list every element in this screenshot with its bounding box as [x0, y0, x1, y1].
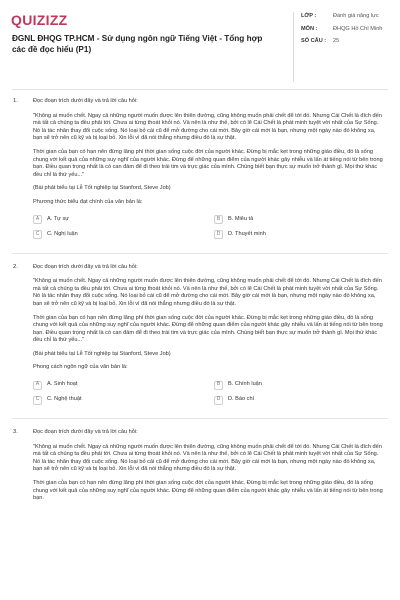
question-1: [0, 98, 400, 254]
answer-option-c[interactable]: [33, 395, 214, 405]
option-letter-box: D: [214, 230, 223, 239]
quizizz-logo: QUIZIZZ: [11, 12, 68, 28]
question-list: [0, 98, 400, 509]
passage-paragraph: "Không ai muốn chết. Ngay cả những người muốn được lên thiên đường, cũng không muốn phải chết để tới đó. Nhưng Cái Chết là đích đến mà tất cả chúng ta đều phải tới. Chưa ai từng thoát khỏi nó. Và nên là như thế, bởi có lẽ Cái Chết là phát minh tuyệt vời nhất của Sự Sống. Nó là tác nhân thay đổi cuộc sống. Nó loại bỏ cái cũ để mở đường cho cái mới. Bây giờ cái mới là bạn, nhưng một ngày nào đó không xa, bạn sẽ trở nên cũ kỹ và bị loại bỏ. Xin lỗi vì đã nói thẳng nhưng điều đó là sự thật.: [33, 278, 382, 307]
option-letter-box: A: [33, 381, 42, 390]
meta-count-value: 25: [333, 38, 340, 44]
passage-source: (Bài phát biểu tại Lễ Tốt nghiệp tại Stanford, Steve Job): [33, 350, 171, 357]
meta-count-key: SỐ CÂU :: [301, 38, 327, 44]
question-number: 1.: [13, 98, 18, 104]
page-title: ĐGNL ĐHQG TP.HCM - Sử dụng ngôn ngữ Tiếng Việt - Tổng hợp các đề đọc hiểu (P1): [12, 34, 263, 54]
passage-source: (Bài phát biểu tại Lễ Tốt nghiệp tại Stanford, Steve Job): [33, 185, 171, 192]
meta-class-key: LỚP :: [301, 13, 317, 19]
reading-passage: [33, 278, 386, 345]
option-letter-box: C: [33, 230, 42, 239]
meta-class-value: Đánh giá năng lực: [333, 13, 379, 19]
answer-option-a[interactable]: [33, 215, 214, 225]
reading-passage: [33, 113, 386, 180]
answer-options: [33, 215, 386, 240]
answer-option-c[interactable]: [33, 230, 214, 240]
option-text: C. Nghệ thuật: [47, 396, 82, 403]
question-number: 3.: [13, 429, 18, 436]
question-divider: [12, 418, 388, 419]
meta-subject-key: MÔN :: [301, 25, 318, 32]
passage-paragraph: "Không ai muốn chết. Ngay cả những người muốn được lên thiên đường, cũng không muốn phải chết để tới đó. Nhưng Cái Chết là đích đến mà tất cả chúng ta đều phải tới. Chưa ai từng thoát khỏi nó. Và nên là như thế, bởi có lẽ Cái Chết là phát minh tuyệt vời nhất của Sự Sống. Nó là tác nhân thay đổi cuộc sống. Nó loại bỏ cái cũ để mở đường cho cái mới. Bây giờ cái mới là bạn, nhưng một ngày nào đó không xa, bạn sẽ trở nên cũ kỹ và bị loại bỏ. Xin lỗi vì đã nói thẳng nhưng điều đó là sự thật.: [33, 112, 382, 142]
passage-paragraph: Thời gian của bạn có hạn nên đừng lãng phí thời gian sống cuộc đời của người khác. Đừng bị mắc kẹt trong những giáo điều, đó là sống chung với kết quả của những suy nghĩ của người khác. Đừng để những quan điểm của người khác gây nhiễu và lấn át tiếng nói từ bên trong bạn. Điều quan trọng nhất là có can đảm để đi theo trái tim và trực giác của mình. Chúng biết bạn thực sự muốn trở thành gì. Mọi thứ khác đều chỉ là thứ yếu...": [33, 148, 383, 178]
option-text: A. Sinh hoạt: [47, 381, 78, 388]
option-text: B. Chính luận: [228, 381, 262, 388]
question-stem: Phong cách ngôn ngữ của văn bản là:: [33, 364, 128, 371]
option-letter-box: B: [214, 215, 223, 224]
option-text: C. Nghị luận: [47, 230, 78, 237]
question-divider: [12, 253, 388, 254]
answer-option-a[interactable]: [33, 380, 214, 390]
meta-subject-row: [301, 26, 393, 34]
answer-option-d[interactable]: [214, 230, 395, 240]
question-prompt: Đọc đoạn trích dưới đây và trả lời câu hỏi:: [33, 263, 138, 270]
option-text: D. Thuyết minh: [228, 230, 266, 237]
passage-paragraph: "Không ai muốn chết. Ngay cả những người muốn được lên thiên đường, cũng không muốn phải chết để tới đó. Nhưng Cái Chết là đích đến mà tất cả chúng ta đều phải tới. Chưa ai từng thoát khỏi nó. Và nên là như thế, bởi có lẽ Cái Chết là phát minh tuyệt vời nhất của Sự Sống. Nó là tác nhân thay đổi cuộc sống. Nó loại bỏ cái cũ để mở đường cho cái mới. Bây giờ cái mới là bạn, nhưng một ngày nào đó không xa, bạn sẽ trở nên cũ kỹ và bị loại bỏ. Xin lỗi vì đã nói thẳng nhưng điều đó là sự thật.: [33, 443, 382, 473]
question-prompt: Đọc đoạn trích dưới đây và trả lời câu hỏi:: [33, 98, 138, 104]
option-letter-box: C: [33, 396, 42, 405]
worksheet-meta: [301, 13, 393, 51]
option-letter-box: B: [214, 381, 223, 390]
option-letter-box: D: [214, 396, 223, 405]
answer-option-d[interactable]: [214, 395, 395, 405]
passage-paragraph: Thời gian của bạn có hạn nên đừng lãng phí thời gian sống cuộc đời của người khác. Đừng bị mắc kẹt trong những giáo điều, đó là sống chung với kết quả của những suy nghĩ của người khác. Đừng để những quan điểm của người khác gây nhiễu và lấn át tiếng nói từ bên trong bạn. Điều quan trọng nhất là có can đảm để đi theo trái tim và trực giác của mình. Chúng biết bạn thực sự muốn trở thành gì. Mọi thứ khác đều chỉ là thứ yếu...": [33, 314, 383, 344]
option-text: A. Tự sự: [47, 215, 69, 222]
answer-option-b[interactable]: [214, 380, 395, 390]
option-text: B. Miêu tả: [228, 215, 254, 222]
question-3: [0, 429, 400, 503]
option-letter-box: A: [33, 215, 42, 224]
option-text: D. Báo chí: [228, 396, 255, 403]
answer-options: [33, 380, 386, 405]
answer-option-b[interactable]: [214, 215, 395, 225]
question-2: [0, 264, 400, 420]
meta-class-row: [301, 13, 393, 21]
meta-subject-value: ĐHQG Hồ Chí Minh: [333, 25, 383, 32]
meta-count-row: [301, 38, 393, 46]
reading-passage: [33, 444, 386, 503]
question-number: 2.: [13, 263, 18, 270]
question-stem: Phương thức biểu đạt chính của văn bản là:: [33, 198, 143, 205]
passage-paragraph: Thời gian của bạn có hạn nên đừng lãng phí thời gian sống cuộc đời của người khác. Đừng bị mắc kẹt trong những giáo điều, đó là sống chung với kết quả của những suy nghĩ của người khác. Đừng để những quan điểm của người khác gây nhiễu và lấn át tiếng nói từ bên trong bạn.: [33, 480, 383, 502]
question-prompt: Đọc đoạn trích dưới đây và trả lời câu hỏi:: [33, 429, 138, 436]
header-divider: [293, 12, 294, 82]
header-bottom-divider: [12, 89, 388, 90]
